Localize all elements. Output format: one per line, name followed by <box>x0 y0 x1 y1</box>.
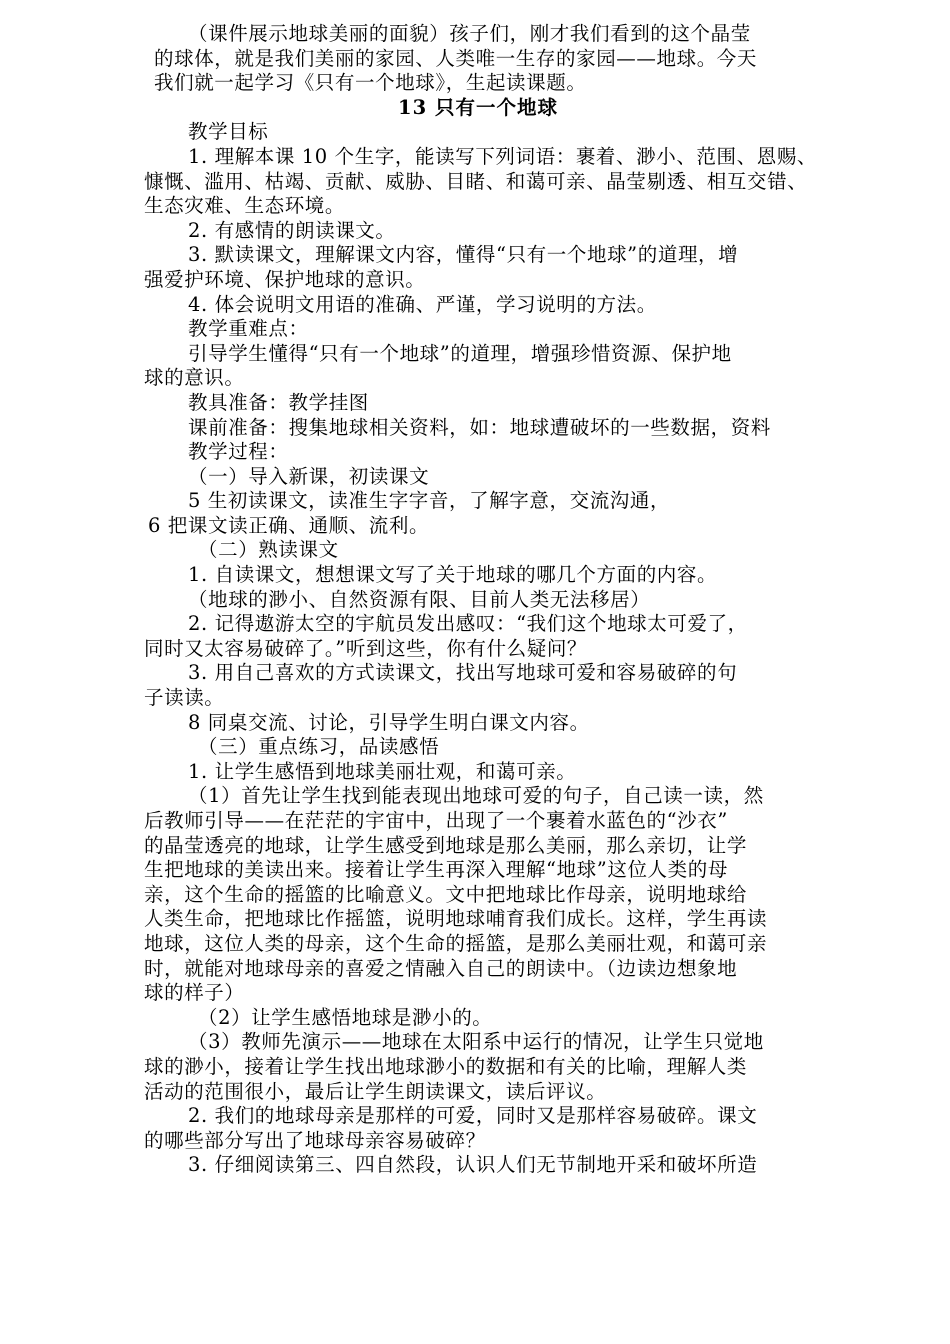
paragraph-line: 子读读。 <box>144 686 225 710</box>
paragraph-line: 生态灾难、生态环境。 <box>144 194 346 218</box>
paragraph-line: 8 同桌交流、讨论，引导学生明白课文内容。 <box>188 710 590 734</box>
paragraph-line: 教具准备：教学挂图 <box>188 390 369 414</box>
paragraph-line: 球的渺小，接着让学生找出地球渺小的数据和有关的比喻，理解人类 <box>144 1054 748 1078</box>
intro-line: 我们就一起学习《只有一个地球》，生起读课题。 <box>154 71 587 95</box>
paragraph-line: 3. 默读课文，理解课文内容，懂得“只有一个地球”的道理，增 <box>188 243 739 267</box>
paragraph-line: 生把地球的美读出来。接着让学生再深入理解“地球”这位人类的母 <box>144 858 728 882</box>
paragraph-line: （地球的渺小、自然资源有限、目前人类无法移居） <box>188 587 651 611</box>
paragraph-line: 同时又太容易破碎了。”听到这些，你有什么疑问？ <box>144 636 588 660</box>
paragraph-line: 亲，这个生命的摇篮的比喻意义。文中把地球比作母亲，说明地球给 <box>144 882 748 906</box>
document-page <box>144 22 818 1178</box>
paragraph-line: 1. 自读课文，想想课文写了关于地球的哪几个方面的内容。 <box>188 563 718 587</box>
paragraph-line: 的晶莹透亮的地球，让学生感受到地球是那么美丽，那么亲切，让学 <box>144 833 748 857</box>
paragraph-line: 地球，这位人类的母亲，这个生命的摇篮，是那么美丽壮观，和蔼可亲 <box>144 931 768 955</box>
paragraph-line: （2）让学生感悟地球是渺小的。 <box>198 1005 493 1029</box>
section-heading: 教学目标 <box>188 120 269 144</box>
paragraph-line: （3）教师先演示——地球在太阳系中运行的情况，让学生只觉地 <box>188 1030 764 1054</box>
paragraph-line: 球的意识。 <box>144 366 245 390</box>
paragraph-line: （1）首先让学生找到能表现出地球可爱的句子，自己读一读，然 <box>188 784 764 808</box>
paragraph-line: 后教师引导——在茫茫的宇宙中，出现了一个裹着水蓝色的“沙衣” <box>144 809 728 832</box>
section-heading: （二）熟读课文 <box>198 538 339 562</box>
paragraph-line: 3. 用自己喜欢的方式读课文，找出写地球可爱和容易破碎的句 <box>188 661 738 685</box>
lesson-title: 13 只有一个地球 <box>398 95 558 119</box>
paragraph-line: 慷慨、滥用、枯竭、贡献、威胁、目睹、和蔼可亲、晶莹剔透、相互交错、 <box>144 169 808 193</box>
paragraph-line: 引导学生懂得“只有一个地球”的道理，增强珍惜资源、保护地 <box>188 341 732 365</box>
paragraph-line: 活动的范围很小，最后让学生朗读课文，读后评议。 <box>144 1079 607 1103</box>
paragraph-line: 人类生命，把地球比作摇篮，说明地球哺育我们成长。这样，学生再读 <box>144 907 768 931</box>
paragraph-line: 的哪些部分写出了地球母亲容易破碎？ <box>144 1128 486 1152</box>
intro-line: 的球体，就是我们美丽的家园、人类唯一生存的家园——地球。今天 <box>154 46 758 70</box>
section-heading: 教学重难点： <box>188 317 309 341</box>
paragraph-line: 时，就能对地球母亲的喜爱之情融入自己的朗读中。（边读边想象地 <box>144 956 738 980</box>
paragraph-line: 强爱护环境、保护地球的意识。 <box>144 267 426 291</box>
paragraph-line: 1. 让学生感悟到地球美丽壮观，和蔼可亲。 <box>188 759 577 783</box>
section-heading: （一）导入新课，初读课文 <box>188 464 430 488</box>
paragraph-line: 3. 仔细阅读第三、四自然段，认识人们无节制地开采和破坏所造 <box>188 1153 758 1177</box>
paragraph-line: 5 生初读课文，读准生字字音，了解字意，交流沟通， <box>188 489 671 513</box>
paragraph-line: 2. 有感情的朗读课文。 <box>188 218 396 242</box>
paragraph-line: 2. 记得遨游太空的宇航员发出感叹：“我们这个地球太可爱了， <box>188 612 748 636</box>
section-heading: （三）重点练习，品读感悟 <box>198 735 440 759</box>
paragraph-line: 课前准备：搜集地球相关资料，如：地球遭破坏的一些数据，资料 <box>188 415 771 439</box>
paragraph-line: 球的样子） <box>144 981 245 1005</box>
section-heading: 教学过程： <box>188 440 289 464</box>
paragraph-line: 2. 我们的地球母亲是那样的可爱，同时又是那样容易破碎。课文 <box>188 1104 758 1128</box>
paragraph-line: 4. 体会说明文用语的准确、严谨，学习说明的方法。 <box>188 292 657 316</box>
paragraph-line: 6 把课文读正确、通顺、流利。 <box>148 513 430 537</box>
intro-line: （课件展示地球美丽的面貌）孩子们，刚才我们看到的这个晶莹 <box>188 22 751 45</box>
paragraph-line: 1. 理解本课 10 个生字，能读写下列词语：裹着、渺小、范围、恩赐、 <box>188 144 818 168</box>
